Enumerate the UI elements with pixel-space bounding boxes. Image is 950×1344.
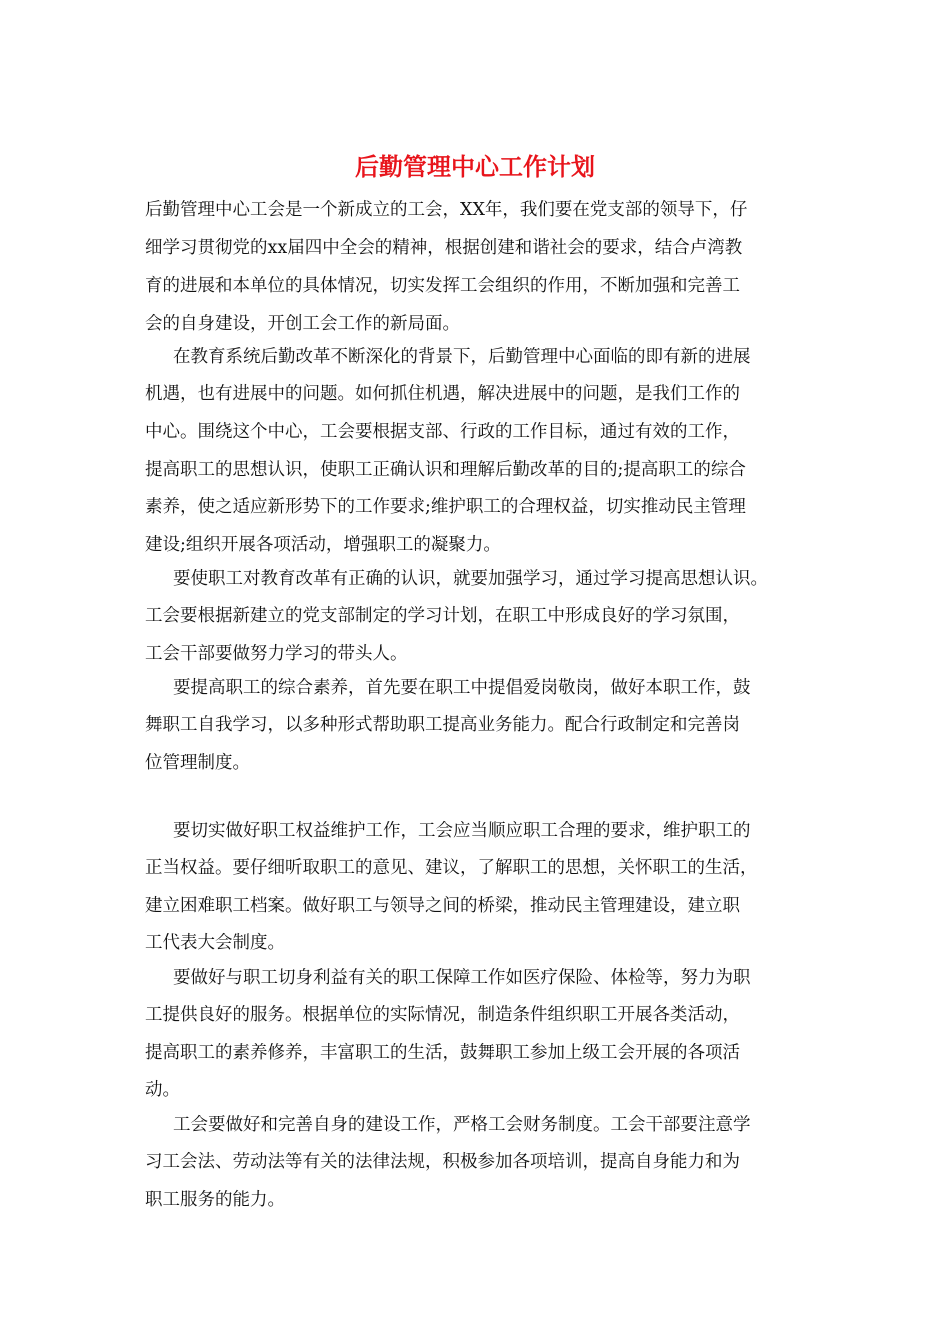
paragraph-6-line-2: 工提供良好的服务。根据单位的实际情况，制造条件组织职工开展各类活动， [145, 1005, 740, 1025]
paragraph-7-line-2: 习工会法、劳动法等有关的法律法规，积极参加各项培训，提高自身能力和为 [145, 1152, 740, 1172]
paragraph-4-line-2: 舞职工自我学习，以多种形式帮助职工提高业务能力。配合行政制定和完善岗 [145, 715, 740, 735]
paragraph-3-line-2: 工会要根据新建立的党支部制定的学习计划，在职工中形成良好的学习氛围， [145, 606, 740, 626]
paragraph-2-line-1: 在教育系统后勤改革不断深化的背景下，后勤管理中心面临的即有新的进展 [173, 347, 751, 367]
paragraph-5-line-1: 要切实做好职工权益维护工作，工会应当顺应职工合理的要求，维护职工的 [173, 821, 751, 841]
paragraph-1-line-1: 后勤管理中心工会是一个新成立的工会，XX年，我们要在党支部的领导下，仔 [145, 200, 748, 220]
paragraph-3-line-3: 工会干部要做努力学习的带头人。 [145, 644, 408, 664]
paragraph-3-line-1: 要使职工对教育改革有正确的认识，就要加强学习，通过学习提高思想认识。 [173, 569, 768, 589]
paragraph-5-line-3: 建立困难职工档案。做好职工与领导之间的桥梁，推动民主管理建设，建立职 [145, 896, 740, 916]
paragraph-2-line-3: 中心。围绕这个中心，工会要根据支部、行政的工作目标，通过有效的工作， [145, 422, 740, 442]
paragraph-2-line-6: 建设;组织开展各项活动，增强职工的凝聚力。 [145, 535, 501, 555]
paragraph-6-line-3: 提高职工的素养修养，丰富职工的生活，鼓舞职工参加上级工会开展的各项活 [145, 1043, 740, 1063]
paragraph-7-line-3: 职工服务的能力。 [145, 1190, 285, 1210]
paragraph-6-line-4: 动。 [145, 1080, 180, 1100]
paragraph-5-line-4: 工代表大会制度。 [145, 933, 285, 953]
paragraph-1-line-3: 育的进展和本单位的具体情况，切实发挥工会组织的作用，不断加强和完善工 [145, 276, 740, 296]
paragraph-2-line-4: 提高职工的思想认识，使职工正确认识和理解后勤改革的目的;提高职工的综合 [145, 460, 746, 480]
paragraph-4-line-3: 位管理制度。 [145, 753, 250, 773]
paragraph-6-line-1: 要做好与职工切身利益有关的职工保障工作如医疗保险、体检等，努力为职 [173, 968, 751, 988]
paragraph-4-line-1: 要提高职工的综合素养，首先要在职工中提倡爱岗敬岗，做好本职工作，鼓 [173, 678, 751, 698]
paragraph-2-line-2: 机遇，也有进展中的问题。如何抓住机遇，解决进展中的问题，是我们工作的 [145, 384, 740, 404]
paragraph-2-line-5: 素养，使之适应新形势下的工作要求;维护职工的合理权益，切实推动民主管理 [145, 497, 746, 517]
paragraph-7-line-1: 工会要做好和完善自身的建设工作，严格工会财务制度。工会干部要注意学 [173, 1115, 751, 1135]
paragraph-5-line-2: 正当权益。要仔细听取职工的意见、建议，了解职工的思想，关怀职工的生活， [145, 858, 758, 878]
paragraph-1-line-4: 会的自身建设，开创工会工作的新局面。 [145, 314, 460, 334]
document-title: 后勤管理中心工作计划 [355, 152, 595, 181]
paragraph-1-line-2: 细学习贯彻党的xx届四中全会的精神，根据创建和谐社会的要求，结合卢湾教 [145, 238, 743, 258]
